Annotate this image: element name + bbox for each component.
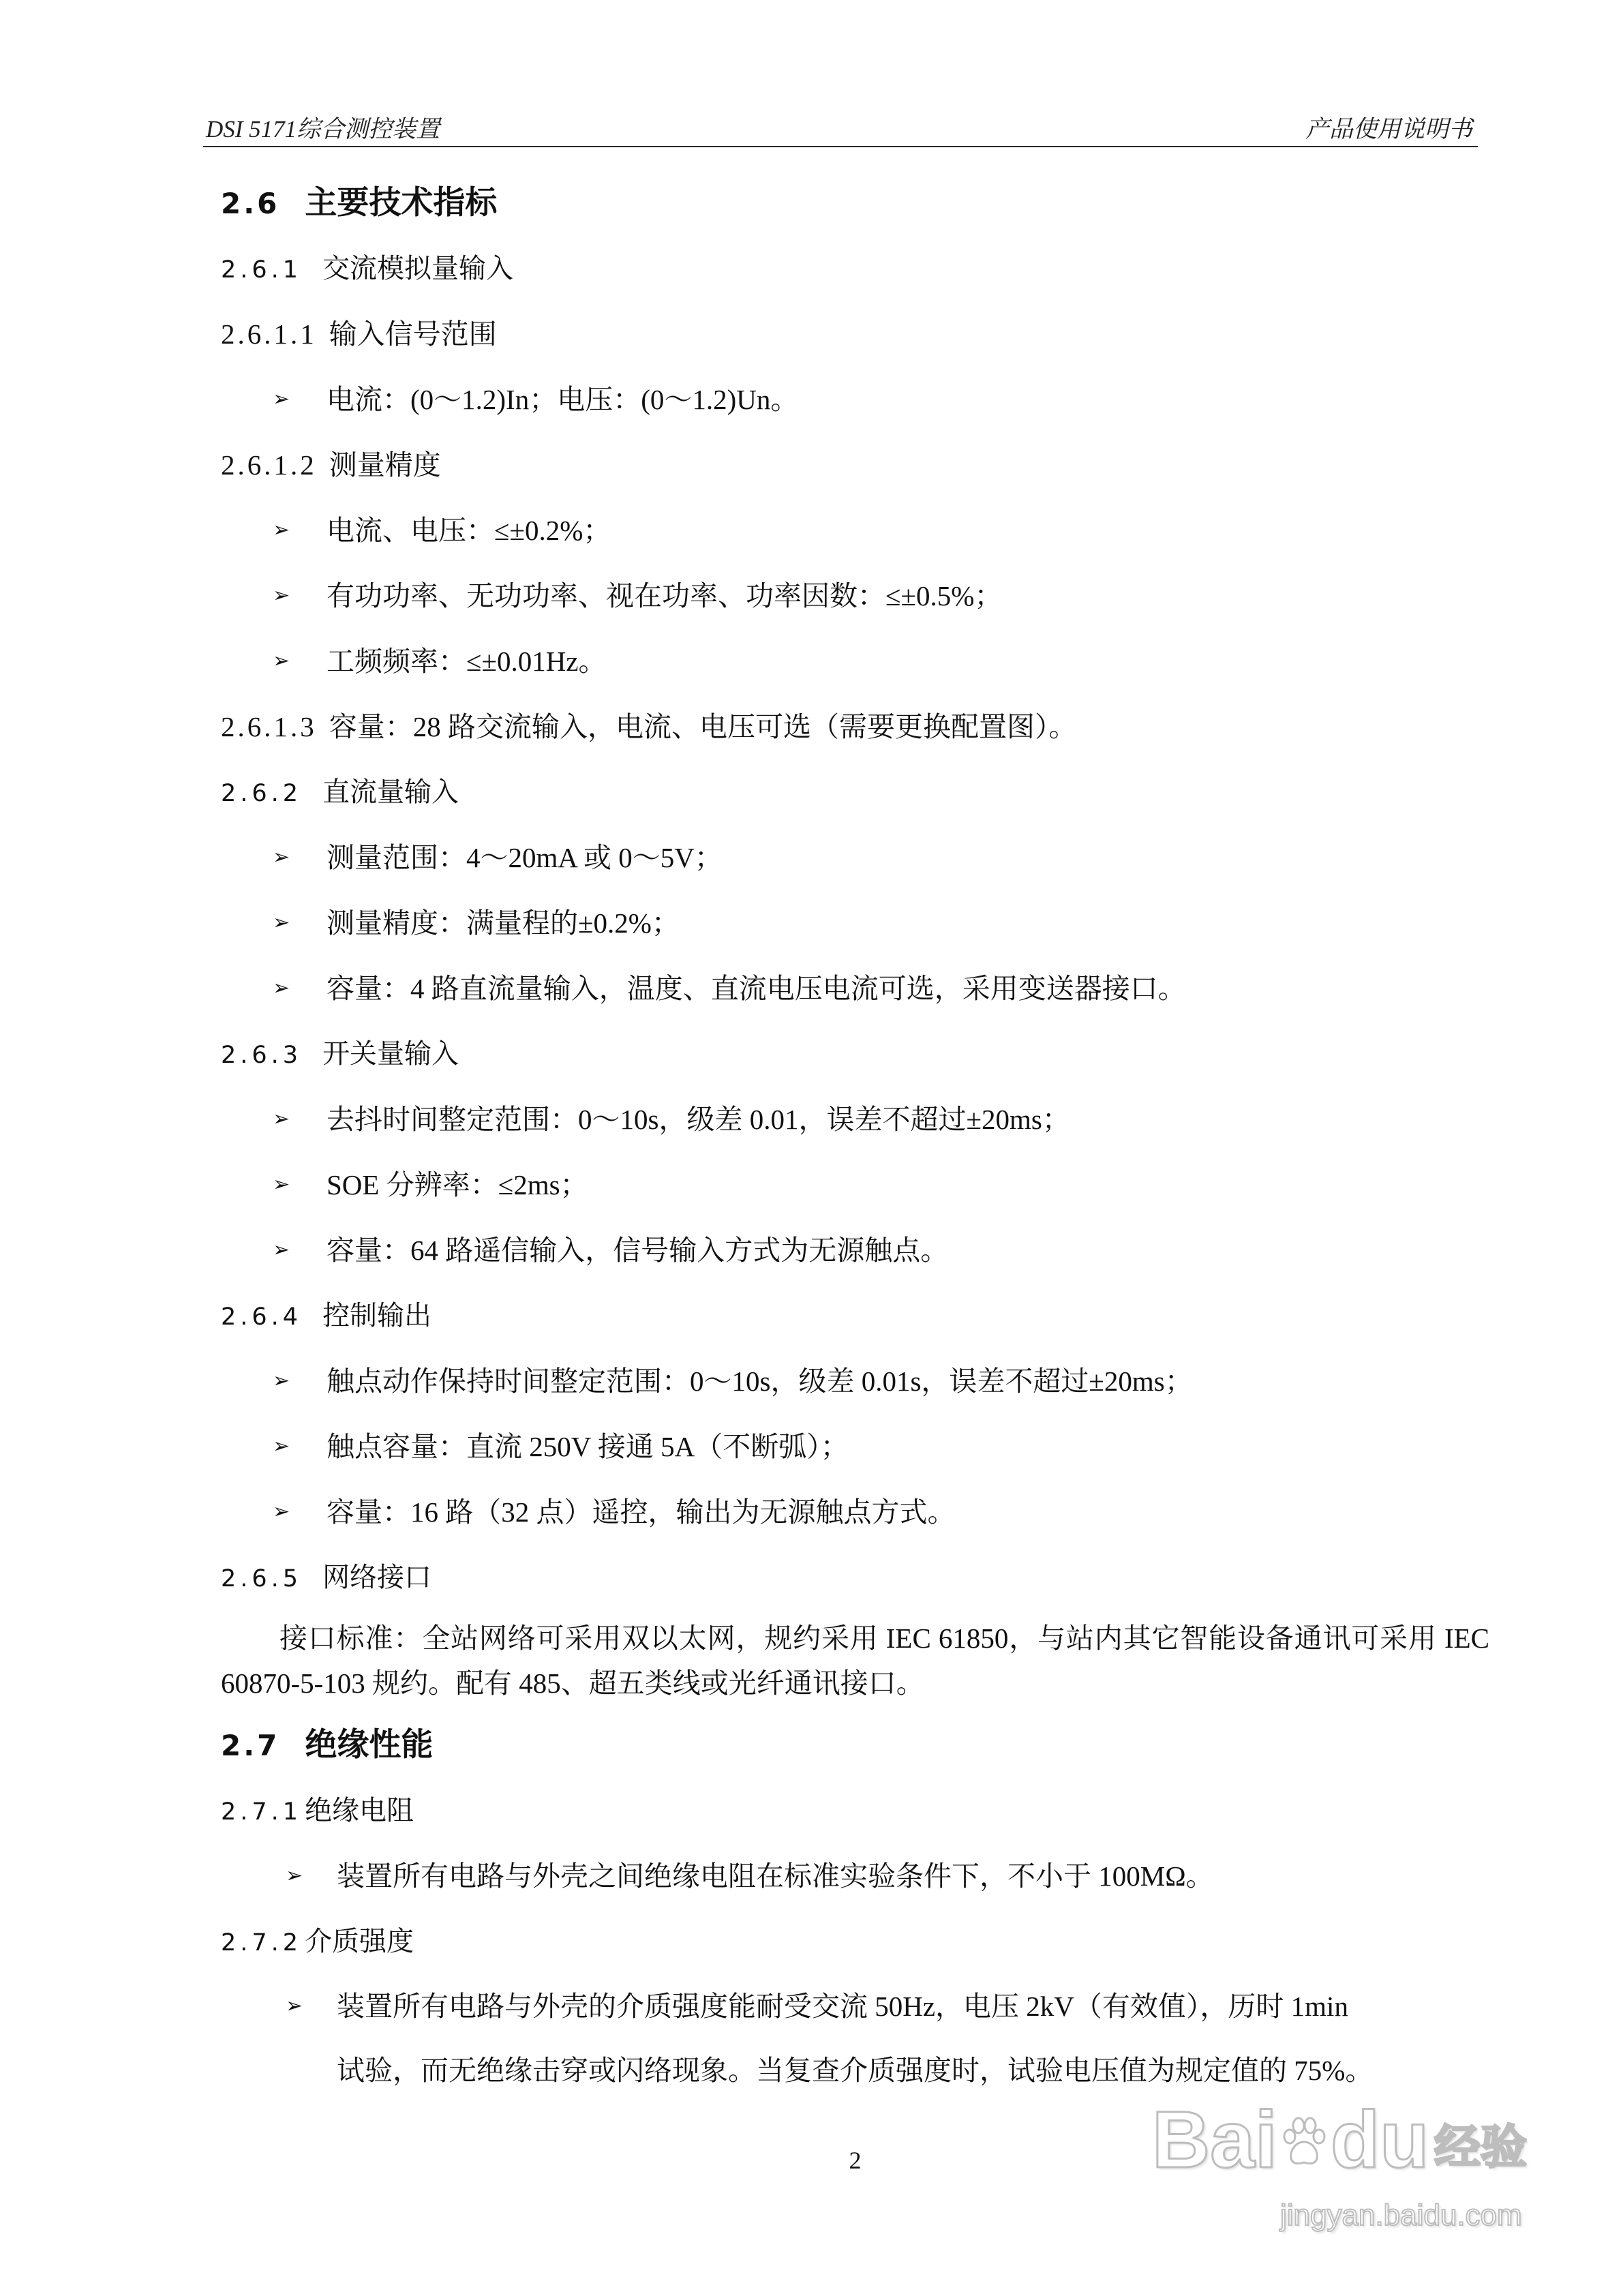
arrow-bullet-icon: ➢ — [273, 584, 290, 607]
subsection-title: 网络接口 — [322, 1562, 432, 1593]
header-doc-type: 产品使用说明书 — [1305, 116, 1472, 142]
list-item — [221, 1843, 1489, 1909]
clause-number: 2.6.1.2 — [221, 449, 317, 481]
list-item — [221, 563, 1489, 629]
list-item-text: 有功功率、无功功率、视在功率、功率因数：≤±0.5%； — [327, 580, 1003, 611]
list-item-text: 容量：16 路（32 点）遥控，输出为无源触点方式。 — [327, 1496, 956, 1528]
watermark-brand-left: Bai — [1152, 2095, 1277, 2185]
subsection-title: 介质强度 — [305, 1926, 414, 1957]
section-heading-2-6 — [221, 170, 1489, 236]
subsection-number: 2.6.1 — [221, 256, 303, 284]
list-item — [221, 825, 1489, 890]
list-item — [221, 1974, 1489, 2102]
list-item — [221, 1348, 1489, 1414]
list-item-text: 装置所有电路与外壳之间绝缘电阻在标准实验条件下，不小于 100MΩ。 — [337, 1860, 1214, 1892]
clause-heading-2-6-1-2 — [221, 432, 1489, 498]
list-item — [221, 1152, 1489, 1218]
clause-number: 2.6.1.1 — [221, 318, 317, 350]
arrow-bullet-icon: ➢ — [273, 1500, 290, 1524]
clause-title: 输入信号范围 — [329, 318, 497, 350]
list-item-text: 触点容量：直流 250V 接通 5A（不断弧）； — [327, 1431, 849, 1462]
subsection-heading-2-6-1 — [221, 236, 1489, 301]
arrow-bullet-icon: ➢ — [273, 518, 290, 542]
subsection-heading-2-7-1 — [221, 1778, 1489, 1843]
clause-2-6-1-3 — [221, 694, 1489, 759]
list-item-text: 电流：(0～1.2)In；电压：(0～1.2)Un。 — [327, 384, 799, 415]
watermark-brand-cn: 经验 — [1434, 2121, 1528, 2173]
subsection-number: 2.6.5 — [221, 1565, 303, 1592]
arrow-bullet-icon: ➢ — [273, 976, 290, 1000]
section-number: 2.6 — [221, 187, 280, 220]
list-item — [221, 498, 1489, 563]
paragraph-line: 接口标准：全站网络可采用双以太网，规约采用 IEC 61850，与站内其它智能设备通讯可采用 IEC — [279, 1622, 1489, 1654]
network-interface-paragraph — [221, 1610, 1489, 1706]
list-item-text-continued: 试验，而无绝缘击穿或闪络现象。当复查介质强度时，试验电压值为规定值的 75%。 — [337, 2055, 1374, 2086]
subsection-heading-2-6-5 — [221, 1545, 1489, 1610]
arrow-bullet-icon: ➢ — [273, 1434, 290, 1458]
paragraph-line: 60870-5-103 规约。配有 485、超五类线或光纤通讯接口。 — [221, 1667, 924, 1699]
list-item — [221, 956, 1489, 1021]
section-title: 主要技术指标 — [305, 184, 498, 222]
list-item — [221, 629, 1489, 694]
list-item-text: 容量：4 路直流量输入，温度、直流电压电流可选，采用变送器接口。 — [327, 973, 1186, 1004]
section-heading-2-7 — [221, 1712, 1489, 1778]
paw-icon — [1280, 2116, 1328, 2168]
arrow-bullet-icon: ➢ — [273, 845, 290, 869]
subsection-number: 2.6.3 — [221, 1042, 303, 1069]
subsection-title: 直流量输入 — [322, 776, 459, 808]
list-item-text: 去抖时间整定范围：0～10s，级差 0.01，误差不超过±20ms； — [327, 1104, 1070, 1135]
list-item-text: 装置所有电路与外壳的介质强度能耐受交流 50Hz，电压 2kV（有效值），历时 1min — [337, 1991, 1348, 2022]
page-number: 2 — [849, 2147, 862, 2174]
arrow-bullet-icon: ➢ — [273, 649, 290, 673]
subsection-title: 控制输出 — [322, 1300, 432, 1331]
page-header — [203, 102, 1478, 147]
arrow-bullet-icon: ➢ — [273, 911, 290, 935]
arrow-bullet-icon: ➢ — [286, 1994, 303, 2018]
arrow-bullet-icon: ➢ — [273, 387, 290, 411]
page-body — [221, 170, 1489, 2102]
subsection-number: 2.7.2 — [221, 1929, 303, 1957]
subsection-title: 交流模拟量输入 — [322, 253, 514, 284]
clause-title: 测量精度 — [329, 449, 441, 481]
list-item-text: 工频频率：≤±0.01Hz。 — [327, 646, 607, 677]
list-item — [221, 890, 1489, 956]
subsection-number: 2.7.1 — [221, 1798, 303, 1826]
subsection-number: 2.6.4 — [221, 1303, 303, 1331]
watermark-url: jingyan.baidu.com — [1280, 2199, 1522, 2232]
list-item — [221, 1087, 1489, 1152]
arrow-bullet-icon: ➢ — [273, 1107, 290, 1131]
arrow-bullet-icon: ➢ — [286, 1864, 303, 1888]
list-item-text: 测量精度：满量程的±0.2%； — [327, 907, 680, 939]
list-item-text: 触点动作保持时间整定范围：0～10s，级差 0.01s，误差不超过±20ms； — [327, 1365, 1193, 1397]
subsection-number: 2.6.2 — [221, 780, 303, 807]
clause-heading-2-6-1-1 — [221, 301, 1489, 367]
clause-text: 容量：28 路交流输入，电流、电压可选（需要更换配置图）。 — [329, 711, 1077, 742]
clause-number: 2.6.1.3 — [221, 711, 317, 742]
arrow-bullet-icon: ➢ — [273, 1369, 290, 1393]
arrow-bullet-icon: ➢ — [273, 1238, 290, 1262]
list-item — [221, 1479, 1489, 1545]
list-item-text: 测量范围：4～20mA 或 0～5V； — [327, 842, 723, 873]
list-item — [221, 1218, 1489, 1283]
subsection-heading-2-6-2 — [221, 759, 1489, 825]
list-item-text: 电流、电压：≤±0.2%； — [327, 515, 611, 546]
subsection-heading-2-6-3 — [221, 1021, 1489, 1087]
subsection-heading-2-6-4 — [221, 1283, 1489, 1348]
subsection-title: 绝缘电阻 — [305, 1795, 414, 1826]
section-title: 绝缘性能 — [305, 1726, 434, 1764]
list-item-text: 容量：64 路遥信输入，信号输入方式为无源触点。 — [327, 1235, 949, 1266]
subsection-title: 开关量输入 — [322, 1038, 459, 1070]
arrow-bullet-icon: ➢ — [273, 1173, 290, 1196]
list-item — [221, 1414, 1489, 1479]
subsection-heading-2-7-2 — [221, 1909, 1489, 1974]
list-item — [221, 367, 1489, 432]
header-doc-title: DSI 5171综合测控装置 — [206, 116, 440, 142]
list-item-text: SOE 分辨率：≤2ms； — [327, 1169, 588, 1200]
watermark-brand-right: du — [1331, 2095, 1429, 2185]
section-number: 2.7 — [221, 1729, 280, 1762]
